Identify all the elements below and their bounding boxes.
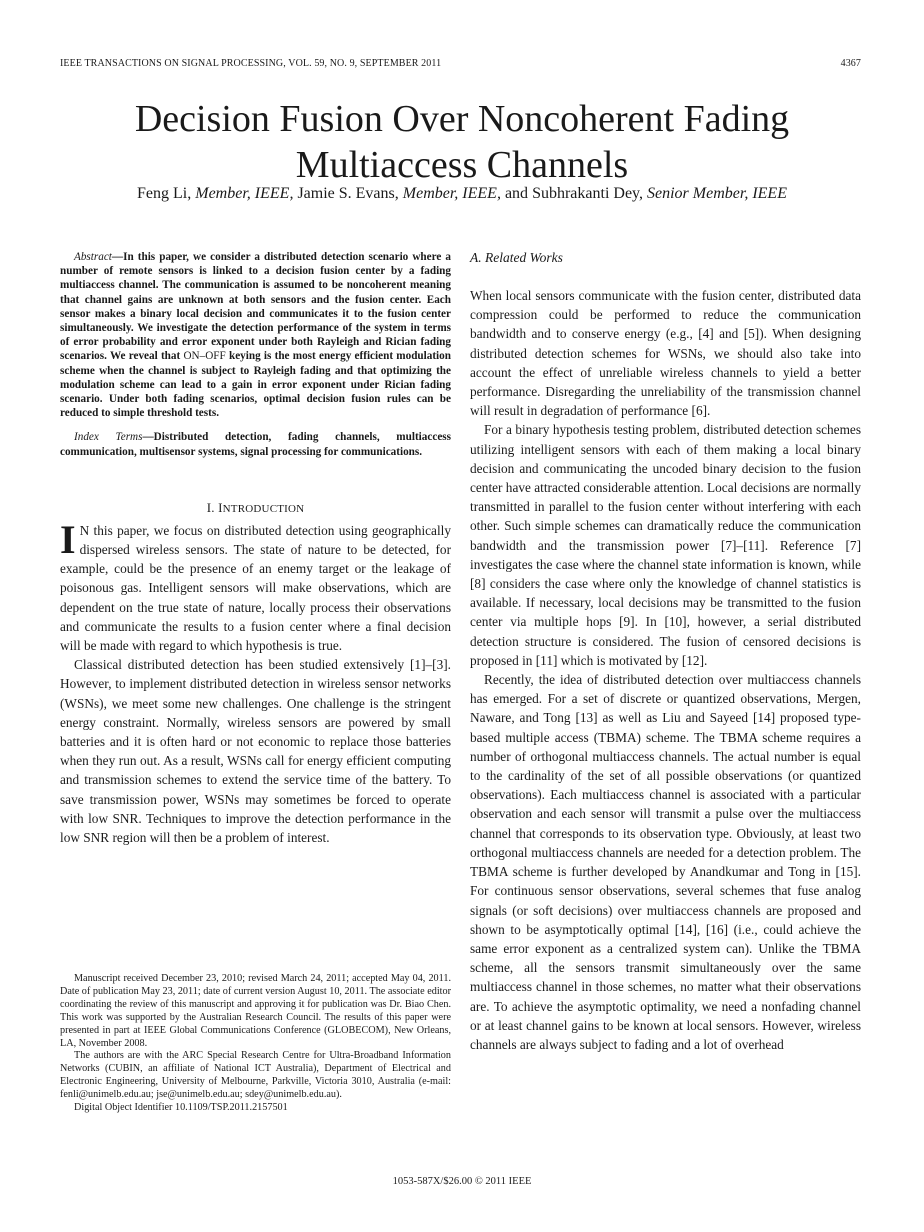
author-3-name: Subhrakanti Dey, — [532, 185, 643, 202]
related-paragraph-1: When local sensors communicate with the fusion center, distributed data compression could be performed to reduce the communication bandwidth and to conserve energy (e.g., [4] and [5]). When designing distributed detection schemes for WSNs, we should also take into account the effect of unreliable wireless channels to yield a better performance. Disregarding the unreliability of the transmission channel will result in degradation of performance [6]. — [470, 288, 861, 419]
index-terms — [60, 430, 451, 458]
abstract-text-a: In this paper, we consider a distributed detection scenario where a number of remote sensors is linked to a decision fusion center by a fading multiaccess channel. The communication is assumed to be noncoherent meaning that channel gains are unknown at both sensors and the fusion center. Each sensor makes a binary local decision and communicates it to the fusion center simultaneously. We investigate the detection performance of the system in terms of error probability and error exponent under both Rayleigh and Rician fading scenarios. We reveal that — [60, 251, 451, 363]
section-heading-introduction — [60, 500, 451, 516]
section-title-first: I — [218, 499, 223, 515]
subsection-heading-related-works: A. Related Works — [470, 250, 563, 265]
footnotes — [60, 973, 451, 1115]
left-column — [60, 250, 451, 847]
page-number: 4367 — [840, 58, 861, 69]
intro-paragraph-2: Classical distributed detection has been studied extensively [1]–[3]. However, to implement distributed detection in wireless sensor networks (WSNs), we meet some new challenges. One challenge is the stringent energy constraint. Normally, wireless sensors are powered by small batteries and it is often hard or not economic to replace those batteries when they run out. As a result, WSNs call for energy efficient computing and transmission schemes to extend the service time of the battery. To save transmission power, WSNs may sometimes be forced to operate with low SNR. Techniques to improve the detection performance in the low SNR region will then be a problem of interest. — [60, 657, 451, 846]
author-1-name: Feng Li, — [137, 185, 192, 202]
author-2-name: Jamie S. Evans, — [297, 185, 399, 202]
related-paragraph-2: For a binary hypothesis testing problem, distributed detection schemes utilizing intelligent sensors with each of them making a local binary decision and communicating the uncoded binary decision to the fusion center have attracted considerable attention. Local decisions are normally transmitted in parallel to the fusion center without interfering with each other. Such simple schemes can dramatically reduce the communication bandwidth and the transmission power [7]–[11]. Reference [7] investigates the case where the channel state information is known, while [8] considers the case where only the knowledge of channel statistics is available. If necessary, local decisions may be transmitted to the fusion center via multiple hops [9]. In [10], however, a serial distributed detection structure is considered. The fusion of censored decisions is proposed in [11] which is motivated by [12]. — [470, 422, 861, 668]
author-1-role: Member, IEEE, — [195, 185, 294, 202]
intro-paragraph-1 — [60, 516, 451, 655]
author-list — [40, 185, 884, 203]
copyright-footer: 1053-587X/$26.00 © 2011 IEEE — [392, 1176, 532, 1187]
drop-cap: I — [60, 516, 76, 562]
footnote-doi: Digital Object Identifier 10.1109/TSP.2011.2157501 — [74, 1102, 288, 1114]
related-paragraph-3: Recently, the idea of distributed detection over multiaccess channels has emerged. For a set of discrete or quantized observations, Mergen, Naware, and Tong [13] as well as Liu and Sayeed [14] proposed type-based multiple access (TBMA) scheme. The TBMA scheme requires a number of orthogonal multiaccess channels. The actual number is equal to the cardinality of the set of all possible observations (or quantized observations). Each multiaccess channel is associated with a particular observation and each sensor will transmit a pulse over the multiaccess channel that corresponds to its observation type. Obviously, at least two orthogonal multiaccess channels are needed for a detection problem. The TBMA scheme is further developed by Anandkumar and Tong in [15]. For continuous sensor observations, several schemes that fuse analog signals (or soft decisions) over multiaccess channels are proposed and shown to be asymptotically optimal [14], [16] (i.e., could achieve the same error exponent as a centralized system can). Unlike the TBMA scheme, all the sensors transmit simultaneously over the same multiaccess channel in those schemes, no matter what their observations are. To achieve the asymptotic optimality, we need a nonfading channel or at least channel gains to be known at local sensors. However, wireless channels are always subject to fading and a lot of overhead — [470, 672, 861, 1052]
intro-p1-text: N this paper, we focus on distributed detection using geographically dispersed wireless sensors. The state of nature to be detected, for example, could be the presence of an enemy target or the leakage of poisonous gas. Intelligent sensors will make observations, which are dependent on the true state of nature, locally process their observations and communicate the results to a fusion center where a final decision will be made with regard to which hypothesis is true. — [60, 522, 451, 654]
journal-header: IEEE TRANSACTIONS ON SIGNAL PROCESSING, VOL. 59, NO. 9, SEPTEMBER 2011 — [60, 58, 442, 69]
abstract-dash: — — [111, 251, 124, 263]
paper-title — [60, 96, 864, 188]
abstract-label: Abstract — [74, 251, 112, 263]
author-2-role: Member, IEEE, — [402, 185, 501, 202]
abstract — [60, 250, 451, 420]
abstract-onoff: ON–OFF — [183, 350, 226, 363]
index-terms-dash: — — [142, 431, 154, 444]
title-line-2: Multiaccess Channels — [295, 144, 629, 186]
title-line-1: Decision Fusion Over Noncoherent Fading — [134, 98, 790, 140]
index-terms-label: Index Terms — [74, 431, 143, 444]
section-title-rest: NTRODUCTION — [222, 502, 305, 515]
footnote-affiliation: The authors are with the ARC Special Research Centre for Ultra-Broadband Information Networks (CUBIN, an affiliate of National ICT Australia), Department of Electrical and Electronic Engineering, University of Melbourne, Parkville, Victoria 3010, Australia (e-mail: fenli@unimelb.edu.au; jse@unimelb.edu.au; sdey@unimelb.edu.au). — [60, 1050, 451, 1101]
author-and: and — [504, 185, 529, 202]
footnote-manuscript: Manuscript received December 23, 2010; revised March 24, 2011; accepted May 04, 2011. Date of publication May 23, 2011; date of current version August 10, 2011. The associate editor coordinating the review of this manuscript and approving it for publication was Dr. Biao Chen. This work was supported by the Australian Research Council. The results of this paper were presented in part at IEEE Global Communications Conference (GLOBECOM), New Orleans, LA, November 2008. — [60, 973, 451, 1049]
author-3-role: Senior Member, IEEE — [647, 185, 787, 202]
right-column — [470, 250, 861, 1054]
abstract-text-b: keying is the most energy efficient modulation scheme when the channel is subject to Rayleigh fading and that optimizing the modulation scheme can lead to a gain in error exponent under Rician fading scenario. Under both fading scenarios, optimal decision fusion rules can be reduced to simple threshold tests. — [60, 350, 451, 420]
index-terms-text: Distributed detection, fading channels, multiaccess communication, multisensor systems, signal processing for communications. — [60, 431, 451, 458]
section-number: I. — [206, 499, 215, 515]
